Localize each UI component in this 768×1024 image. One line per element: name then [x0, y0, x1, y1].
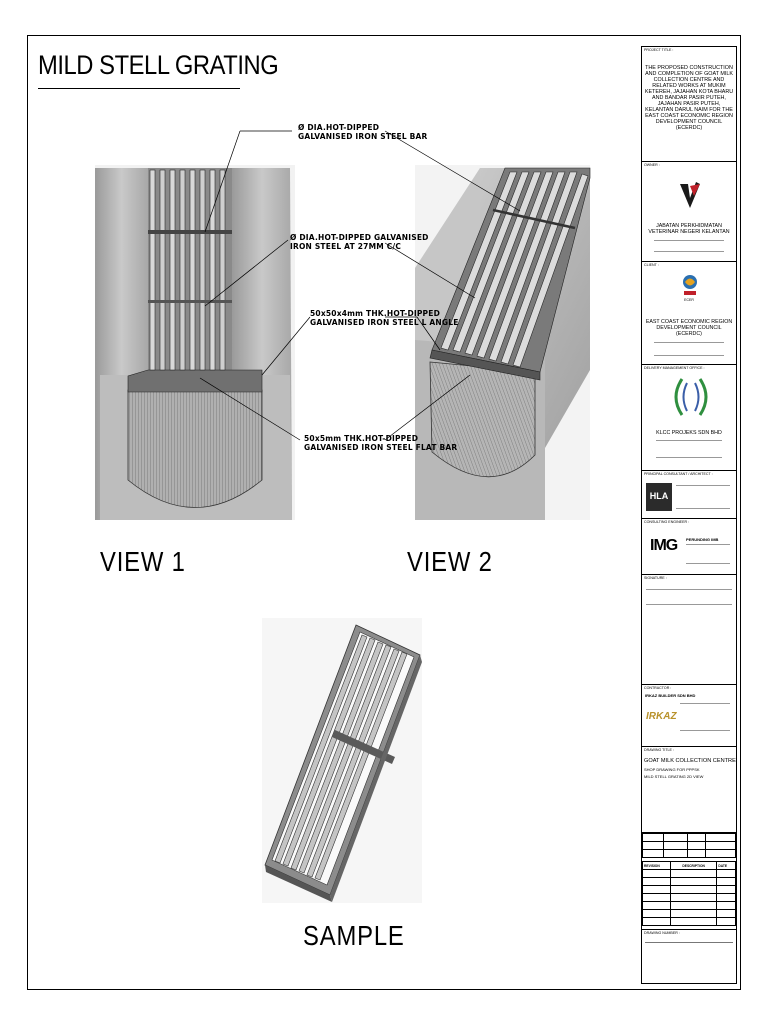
owner-address-lines: [654, 240, 724, 252]
view-1-drawing: [95, 165, 295, 520]
engineer-name: PERUNDING IMB: [686, 537, 719, 542]
drawing-number-label: DRAWING NUMBER :: [644, 931, 680, 935]
owner-label: OWNER :: [644, 163, 660, 167]
page-title: MILD STELL GRATING: [38, 50, 279, 80]
contractor-section: [642, 685, 736, 747]
dmo-address-lines: [656, 440, 722, 458]
drawing-info-table: [642, 833, 736, 858]
callout-1-line-2: GALVANISED IRON STEEL BAR: [298, 132, 428, 141]
project-title-section: [642, 47, 736, 162]
engineer-address-lines: [686, 544, 730, 564]
consultant-address-lines: [676, 485, 730, 509]
certification-text-lines: [646, 589, 732, 605]
description-header: DESCRIPTION: [670, 862, 717, 870]
callout-2-line-1: Ø DIA.HOT-DIPPED GALVANISED: [290, 233, 429, 242]
callout-3-line-1: 50x50x4mm THK.HOT-DIPPED: [310, 309, 441, 318]
view-1-label: VIEW 1: [100, 546, 186, 577]
callout-l-angle: [310, 309, 459, 327]
revision-table: [642, 861, 736, 926]
delivery-management-section: [642, 365, 736, 471]
view-2-drawing: [415, 165, 590, 520]
contractor-name: IRKAZ BUILDER SDN BHD: [645, 693, 696, 698]
contractor-address-lines: [680, 703, 730, 731]
client-name: EAST COAST ECONOMIC REGION DEVELOPMENT COUNCIL (ECERDC): [645, 319, 733, 338]
owner-logo-icon: [678, 180, 702, 210]
callout-3-line-2: GALVANISED IRON STEEL L ANGLE: [310, 318, 459, 327]
revision-header: REVISION: [643, 862, 671, 870]
client-label: CLIENT :: [644, 263, 659, 267]
engineer-label: CONSULTING ENGINEER :: [644, 520, 690, 524]
img-logo: IMG: [650, 537, 678, 554]
client-address-lines: [654, 342, 724, 356]
hla-logo: HLA: [646, 483, 672, 511]
ecer-logo-text: ECER: [684, 298, 694, 302]
project-title-text: THE PROPOSED CONSTRUCTION AND COMPLETION OF GOAT MILK COLLECTION CENTRE AND RELATED WORKS AT MUKIM KETEREH, JAJAHAN KOTA BHARU AND BANDAR PASIR PUTEH, JAJAHAN PASIR PUTEH, KELANTAN DARUL NAIM FOR THE EAST COAST ECONOMIC REGION DEVELOPMENT COUNCIL (ECERDC): [644, 65, 734, 131]
owner-name: JABATAN PERKHIDMATAN VETERINAR NEGERI KELANTAN: [648, 223, 730, 236]
drawing-title-label: DRAWING TITLE :: [644, 748, 674, 752]
consultant-section: [642, 471, 736, 519]
drawing-title-line-2: SHOP DRAWING FOR PPPSK: [644, 767, 700, 772]
signature-section: [642, 575, 736, 685]
callout-2-line-2: IRON STEEL AT 27MM C/C: [290, 242, 402, 251]
dmo-name: KLCC PROJEKS SDN BHD: [656, 430, 722, 436]
owner-section: [642, 162, 736, 262]
dmo-label: DELIVERY MANAGEMENT OFFICE :: [644, 366, 705, 370]
drawing-title-line-1: GOAT MILK COLLECTION CENTRE: [644, 758, 736, 764]
project-title-label: PROJECT TITLE :: [644, 48, 674, 52]
title-block: [641, 46, 737, 984]
callout-4-line-1: 50x5mm THK.HOT-DIPPED: [304, 434, 419, 443]
client-section: [642, 262, 736, 365]
drawing-title-line-3: MILD STELL GRATING 2D VIEW: [644, 774, 704, 779]
callout-cross-bar: [290, 233, 429, 251]
callout-4-line-2: GALVANISED IRON STEEL FLAT BAR: [304, 443, 458, 452]
drawing-title-section: [642, 747, 736, 833]
callout-steel-bar: [298, 123, 428, 141]
ecer-logo-icon: [680, 274, 700, 300]
date-header: DATE: [717, 862, 736, 870]
callout-1-line-1: Ø DIA.HOT-DIPPED: [298, 123, 380, 132]
klcc-logo-icon: [674, 375, 708, 419]
callout-flat-bar: [304, 434, 457, 452]
sample-grating-drawing: [262, 618, 422, 903]
drawing-number-line: [645, 942, 733, 943]
engineer-section: [642, 519, 736, 575]
irkaz-logo: IRKAZ: [646, 711, 677, 722]
consultant-label: PRINCIPAL CONSULTANT / ARCHITECT :: [644, 472, 713, 476]
drawing-number-section: [642, 929, 736, 985]
signature-label: SIGNATURE :: [644, 576, 667, 580]
contractor-label: CONTRACTOR :: [644, 686, 672, 690]
sample-label: SAMPLE: [303, 920, 405, 951]
view-2-label: VIEW 2: [407, 546, 493, 577]
